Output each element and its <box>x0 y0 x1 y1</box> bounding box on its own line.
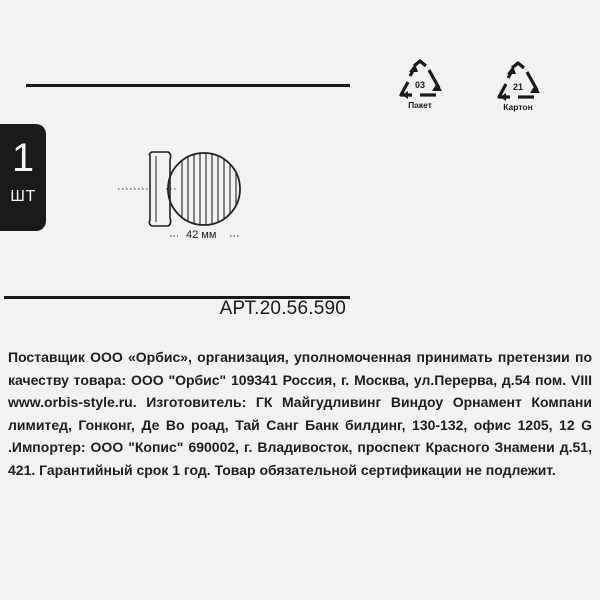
recycling-symbol-cardboard <box>488 60 548 112</box>
recycle-code: 21 <box>512 82 524 92</box>
top-divider <box>26 84 350 87</box>
recycle-label: Картон <box>503 102 533 112</box>
recycle-code: 03 <box>414 80 426 90</box>
quantity-number: 1 <box>11 136 35 180</box>
recycle-triangle-icon <box>396 58 444 102</box>
quantity-unit: ШТ <box>10 188 36 205</box>
recycle-label: Пакет <box>408 100 432 110</box>
dimension-label: 42 мм <box>186 229 217 241</box>
supplier-info-text: Поставщик ООО «Орбис», организация, уполномоченная принимать претензии по качеству товара: ООО "Орбис" 109341 Россия, г. Москва, ул.Перерва, д.54 пом. VIII www.orbis-style.ru. Изготовитель: ГК Майгудливинг Виндоу Орнамент Компани лимитед, Гонконг, Де Во роад, Тай Санг Банк билдинг, 130-132, офис 1205, 12 G .Импортер: ООО "Копис" 690002, г. Владивосток, проспект Красного Знамени д.51, 421. Гарантийный срок 1 год. Товар обязательной сертификации не подлежит. <box>8 349 592 478</box>
recycle-triangle-icon <box>494 60 542 104</box>
quantity-badge <box>0 124 46 231</box>
article-number: АРТ.20.56.590 <box>219 298 346 319</box>
recycling-symbol-bag <box>390 58 450 110</box>
